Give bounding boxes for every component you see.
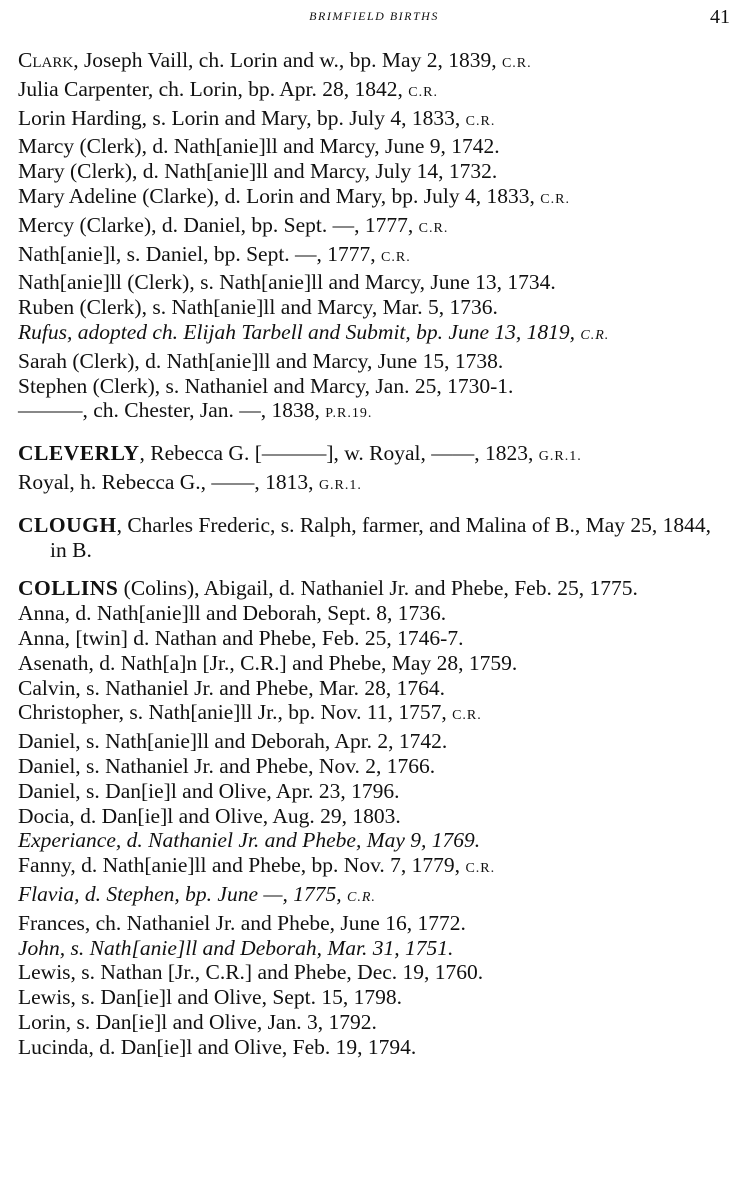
list-item bbox=[18, 1035, 730, 1060]
source-tag: C.R. bbox=[381, 249, 411, 265]
entry-text: Daniel, s. Nath[anie]ll and Deborah, Apr. 2, 1742. bbox=[18, 729, 448, 754]
surname-entry bbox=[18, 513, 730, 563]
source-tag: G.R.1. bbox=[318, 477, 362, 493]
list-item bbox=[18, 242, 730, 271]
entry-text: ———, ch. Chester, Jan. —, 1838, bbox=[18, 398, 326, 423]
entry-text: Lorin, s. Dan[ie]l and Olive, Jan. 3, 1792. bbox=[18, 1009, 377, 1034]
source-tag: C.R. bbox=[580, 327, 610, 343]
entry-text: Daniel, s. Dan[ie]l and Olive, Apr. 23, 1796. bbox=[18, 778, 400, 803]
entry-text: Stephen (Clerk), s. Nathaniel and Marcy, Jan. 25, 1730-1. bbox=[18, 373, 514, 398]
entry-text: Lucinda, d. Dan[ie]l and Olive, Feb. 19, 1794. bbox=[18, 1034, 417, 1059]
list-item bbox=[18, 398, 730, 427]
list-item bbox=[18, 651, 730, 676]
list-item bbox=[18, 77, 730, 106]
surname-heading: Clark bbox=[18, 48, 74, 72]
list-item bbox=[18, 320, 730, 349]
list-item bbox=[18, 601, 730, 626]
list-item bbox=[18, 213, 730, 242]
list-item bbox=[18, 911, 730, 936]
source-tag: C.R. bbox=[347, 889, 376, 905]
source-tag: C.R. bbox=[418, 220, 449, 236]
entry-text: Lorin Harding, s. Lorin and Mary, bp. July 4, 1833, bbox=[18, 105, 466, 130]
list-item bbox=[18, 779, 730, 804]
entry-text: Anna, [twin] d. Nathan and Phebe, Feb. 25, 1746-7. bbox=[18, 625, 464, 650]
entry-text: Fanny, d. Nath[anie]ll and Phebe, bp. Nov. 7, 1779, bbox=[18, 853, 466, 878]
source-tag: C.R. bbox=[408, 84, 438, 100]
list-item bbox=[18, 804, 730, 829]
list-item bbox=[18, 349, 730, 374]
list-item bbox=[18, 936, 730, 961]
entry-text: Experiance, d. Nathaniel Jr. and Phebe, May 9, 1769. bbox=[18, 828, 481, 853]
entry-text: Julia Carpenter, ch. Lorin, bp. Apr. 28, 1842, bbox=[18, 76, 409, 101]
entry-text: Docia, d. Dan[ie]l and Olive, Aug. 29, 1803. bbox=[18, 803, 401, 828]
surname-entry bbox=[18, 441, 730, 470]
list-item bbox=[18, 960, 730, 985]
source-tag: C.R. bbox=[501, 56, 532, 71]
entry-text: Nath[anie]l, s. Daniel, bp. Sept. —, 1777, bbox=[18, 241, 382, 266]
list-item bbox=[18, 1010, 730, 1035]
list-item bbox=[18, 853, 730, 882]
entry-text: Frances, ch. Nathaniel Jr. and Phebe, June 16, 1772. bbox=[18, 910, 466, 935]
surname-heading: CLEVERLY bbox=[18, 441, 140, 466]
list-item bbox=[18, 882, 730, 911]
source-tag: C.R. bbox=[540, 191, 570, 207]
entry-text: Calvin, s. Nathaniel Jr. and Phebe, Mar. 28, 1764. bbox=[18, 675, 445, 700]
running-head: BRIMFIELD BIRTHS bbox=[309, 9, 439, 23]
document-page bbox=[18, 6, 730, 1059]
source-tag: C.R. bbox=[465, 113, 496, 129]
surname-heading: CLOUGH bbox=[18, 512, 117, 537]
entry-text: Mercy (Clarke), d. Daniel, bp. Sept. —, 1777, bbox=[18, 212, 419, 237]
page-number: 41 bbox=[710, 6, 730, 28]
entry-text: , Joseph Vaill, ch. Lorin and w., bp. May 2, 1839, bbox=[73, 48, 502, 72]
entry-text: Daniel, s. Nathaniel Jr. and Phebe, Nov. 2, 1766. bbox=[18, 753, 436, 778]
entry-text: Rufus, adopted ch. Elijah Tarbell and Submit, bp. June 13, 1819, bbox=[18, 319, 581, 344]
list-item bbox=[18, 295, 730, 320]
entry-text: Mary Adeline (Clarke), d. Lorin and Mary, bp. July 4, 1833, bbox=[18, 183, 541, 208]
list-item bbox=[18, 134, 730, 159]
entry-text: Marcy (Clerk), d. Nath[anie]ll and Marcy, June 9, 1742. bbox=[18, 134, 500, 159]
entry-text: , Charles Frederic, s. Ralph, farmer, and Malina of B., May 25, 1844, in B. bbox=[50, 512, 712, 562]
list-item bbox=[18, 754, 730, 779]
source-tag: G.R.1. bbox=[538, 449, 582, 465]
entry-text: Royal, h. Rebecca G., ——, 1813, bbox=[18, 469, 319, 494]
list-item bbox=[18, 985, 730, 1010]
surname-entry bbox=[18, 48, 730, 77]
page-header bbox=[18, 6, 730, 32]
entry-text: Asenath, d. Nath[a]n [Jr., C.R.] and Phebe, May 28, 1759. bbox=[18, 650, 518, 675]
list-item bbox=[18, 184, 730, 213]
source-tag: P.R.19. bbox=[325, 406, 373, 422]
list-item bbox=[18, 729, 730, 754]
list-item bbox=[18, 374, 730, 399]
entry-text: Lewis, s. Nathan [Jr., C.R.] and Phebe, Dec. 19, 1760. bbox=[18, 960, 484, 985]
list-item bbox=[18, 159, 730, 184]
source-tag: C.R. bbox=[452, 708, 482, 724]
entry-text: Lewis, s. Dan[ie]l and Olive, Sept. 15, 1798. bbox=[18, 985, 402, 1010]
source-tag: C.R. bbox=[465, 861, 496, 877]
list-item bbox=[18, 106, 730, 135]
entry-text: Nath[anie]ll (Clerk), s. Nath[anie]ll and Marcy, June 13, 1734. bbox=[18, 270, 556, 295]
list-item bbox=[18, 270, 730, 295]
entry-text: Sarah (Clerk), d. Nath[anie]ll and Marcy, June 15, 1738. bbox=[18, 348, 504, 373]
entry-text: Christopher, s. Nath[anie]ll Jr., bp. Nov. 11, 1757, bbox=[18, 700, 453, 725]
list-item bbox=[18, 676, 730, 701]
surname-heading: COLLINS bbox=[18, 576, 119, 601]
entry-text: (Colins), Abigail, d. Nathaniel Jr. and Phebe, Feb. 25, 1775. bbox=[118, 576, 638, 601]
list-item bbox=[18, 700, 730, 729]
list-item bbox=[18, 828, 730, 853]
surname-entry bbox=[18, 576, 730, 601]
entry-text: Mary (Clerk), d. Nath[anie]ll and Marcy, July 14, 1732. bbox=[18, 159, 498, 184]
birth-records-list bbox=[18, 48, 730, 1059]
entry-text: John, s. Nath[anie]ll and Deborah, Mar. 31, 1751. bbox=[18, 935, 454, 960]
list-item bbox=[18, 470, 730, 499]
list-item bbox=[18, 626, 730, 651]
entry-text: , Rebecca G. [———], w. Royal, ——, 1823, bbox=[139, 441, 539, 466]
entry-text: Ruben (Clerk), s. Nath[anie]ll and Marcy, Mar. 5, 1736. bbox=[18, 295, 498, 320]
entry-text: Anna, d. Nath[anie]ll and Deborah, Sept. 8, 1736. bbox=[18, 601, 447, 626]
entry-text: Flavia, d. Stephen, bp. June —, 1775, bbox=[18, 881, 348, 906]
